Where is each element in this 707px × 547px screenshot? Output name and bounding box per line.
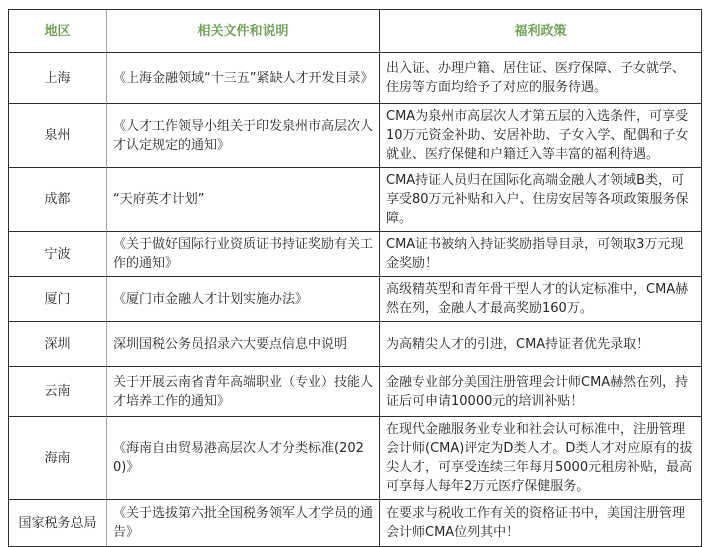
region-cell: 国家税务总局	[9, 500, 107, 547]
policy-cell: CMA证书被纳入持证奖励指导目录，可领取3万元现金奖励！	[380, 232, 702, 277]
policy-cell: CMA持证人员归在国际化高端金融人才领域B类，可享受80万元补贴和入户、住房安居等各项政策服务保障。	[380, 168, 702, 232]
region-cell: 云南	[9, 367, 107, 417]
policy-cell: 在要求与税收工作有关的资格证书中，美国注册管理会计师CMA位列其中！	[380, 500, 702, 547]
document-cell: 《海南自由贸易港高层次人才分类标准(2020)》	[107, 417, 380, 500]
policy-cell: 出入证、办理户籍、居住证、医疗保障、子女就学、住房等方面均给予了对应的服务待遇。	[380, 53, 702, 104]
region-cell: 深圳	[9, 322, 107, 367]
region-cell: 厦门	[9, 277, 107, 322]
document-cell: “天府英才计划”	[107, 168, 380, 232]
region-cell: 泉州	[9, 104, 107, 168]
table-row	[9, 417, 702, 500]
table-row	[9, 232, 702, 277]
table-row	[9, 104, 702, 168]
document-cell: 《关于选拔第六批全国税务领军人才学员的通告》	[107, 500, 380, 547]
policy-cell: 高级精英型和青年骨干型人才的认定标准中，CMA赫然在列，金融人才最高奖励160万。	[380, 277, 702, 322]
header-document: 相关文件和说明	[107, 10, 380, 53]
table-row	[9, 500, 702, 547]
document-cell: 《上海金融领域“十三五”紧缺人才开发目录》	[107, 53, 380, 104]
table-header-row	[9, 10, 702, 53]
document-cell: 深圳国税公务员招录六大要点信息中说明	[107, 322, 380, 367]
table-row	[9, 168, 702, 232]
policy-cell: 金融专业部分美国注册管理会计师CMA赫然在列，持证后可申请10000元的培训补贴！	[380, 367, 702, 417]
region-cell: 上海	[9, 53, 107, 104]
document-cell: 《人才工作领导小组关于印发泉州市高层次人才认定规定的通知》	[107, 104, 380, 168]
table-body	[9, 53, 702, 547]
policy-cell: 在现代金融服务业专业和社会认可标准中，注册管理会计师(CMA)评定为D类人才。D类人才对应原有的拔尖人才，可享受连续三年每月5000元租房补贴，最高可享每人每年2万元医疗保健服务。	[380, 417, 702, 500]
document-cell: 关于开展云南省青年高端职业（专业）技能人才培养工作的通知》	[107, 367, 380, 417]
region-cell: 宁波	[9, 232, 107, 277]
region-cell: 成都	[9, 168, 107, 232]
header-policy: 福利政策	[380, 10, 702, 53]
table-row	[9, 53, 702, 104]
policy-cell: 为高精尖人才的引进，CMA持证者优先录取！	[380, 322, 702, 367]
table-row	[9, 322, 702, 367]
document-cell: 《厦门市金融人才计划实施办法》	[107, 277, 380, 322]
region-cell: 海南	[9, 417, 107, 500]
table-row	[9, 277, 702, 322]
document-cell: 《关于做好国际行业资质证书持证奖励有关工作的通知》	[107, 232, 380, 277]
policy-cell: CMA为泉州市高层次人才第五层的入选条件，可享受10万元资金补助、安居补助、子女入学、配偶和子女就业、医疗保健和户籍迁入等丰富的福利待遇。	[380, 104, 702, 168]
table-row	[9, 367, 702, 417]
header-region: 地区	[9, 10, 107, 53]
cma-benefit-policy-table	[8, 9, 702, 547]
